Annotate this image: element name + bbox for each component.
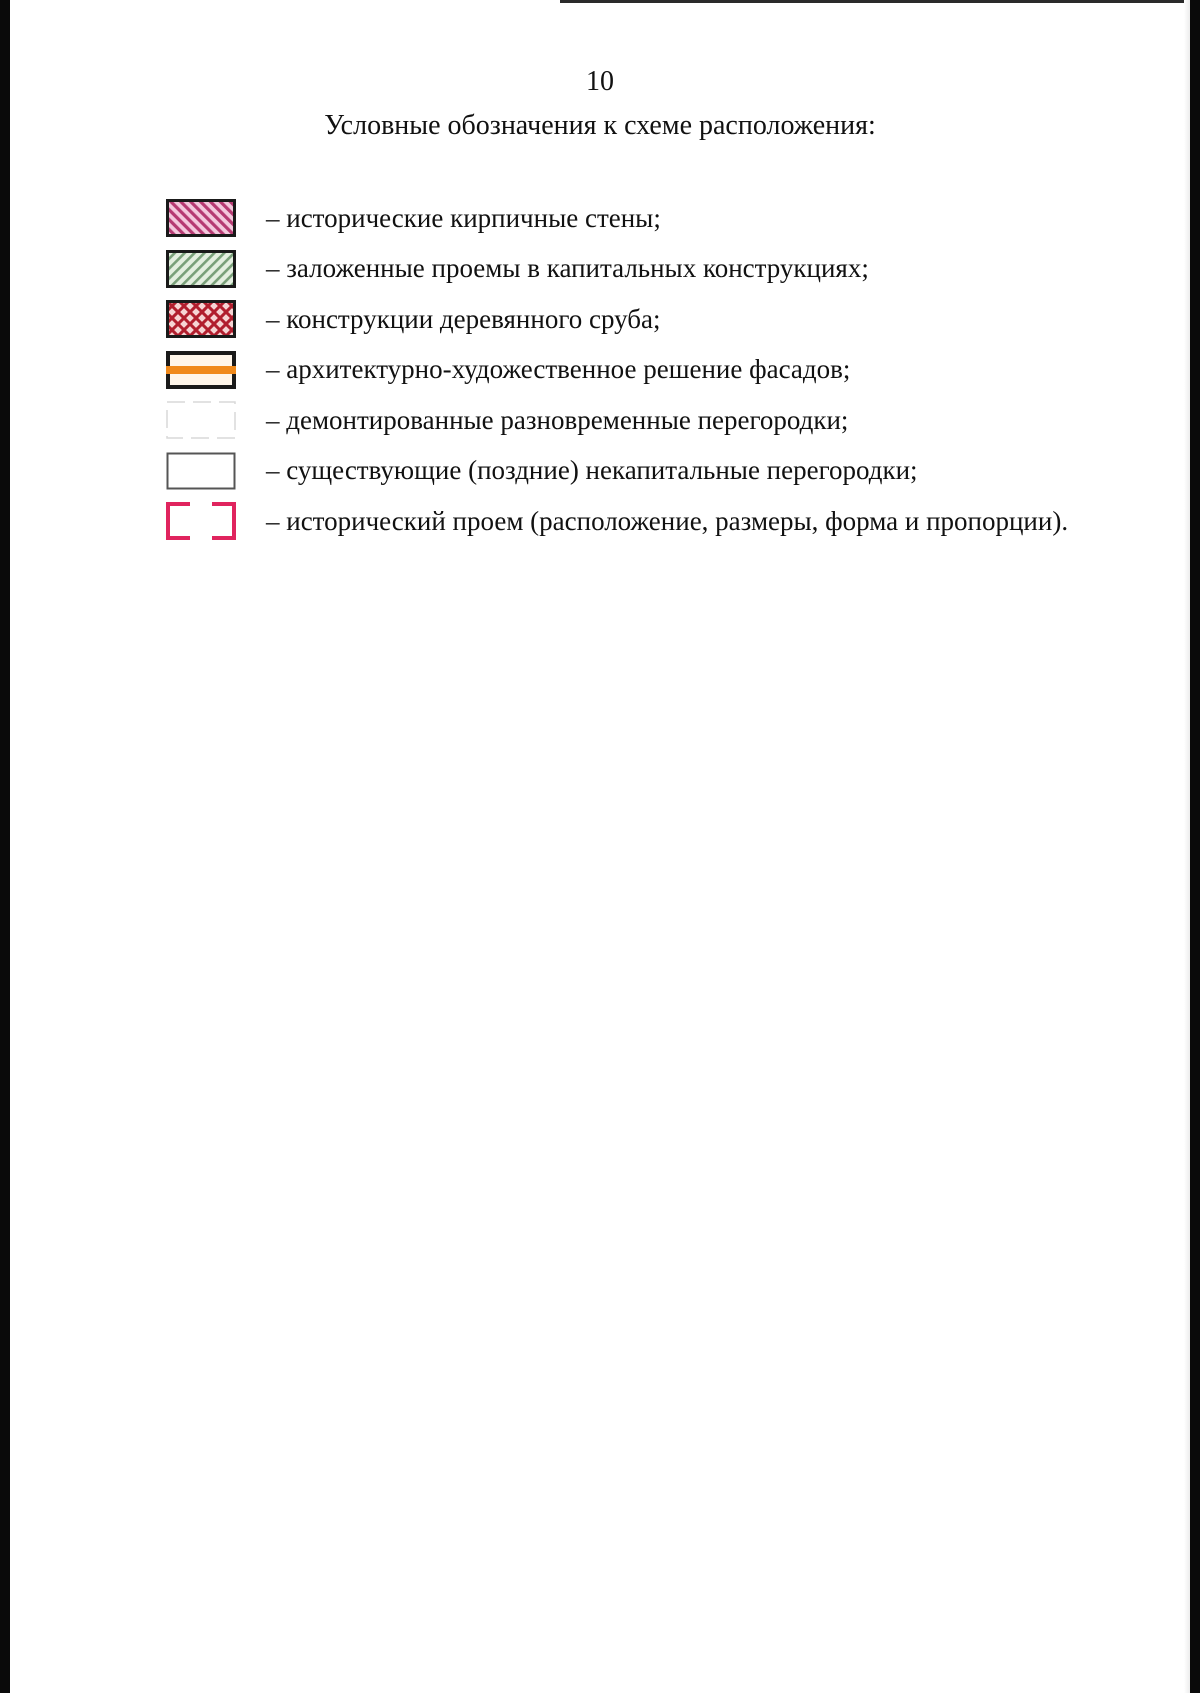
legend-list — [166, 193, 1126, 547]
magenta-bracket-box-icon — [166, 502, 236, 540]
legend-item-filled-openings — [166, 244, 1126, 295]
page-number: 10 — [586, 66, 614, 97]
legend-item-historic-opening — [166, 496, 1126, 547]
faint-dashed-box-icon — [166, 401, 236, 439]
legend-label: – демонтированные разновременные перегородки; — [266, 404, 849, 435]
legend-label: – конструкции деревянного сруба; — [266, 303, 661, 334]
legend-label: – существующие (поздние) некапитальные перегородки; — [266, 455, 918, 486]
scan-left-border — [0, 0, 10, 1693]
scan-top-border — [560, 0, 1200, 3]
legend-label: – заложенные проемы в капитальных конструкциях; — [266, 253, 869, 284]
legend-item-facade-solution — [166, 345, 1126, 396]
legend-label: – архитектурно-художественное решение фасадов; — [266, 354, 851, 385]
scan-right-border — [1190, 0, 1200, 1693]
orange-line-box-icon — [166, 351, 236, 389]
legend-title: Условные обозначения к схеме расположения: — [324, 110, 876, 141]
legend-label: – исторический проем (расположение, размеры, форма и пропорции). — [266, 505, 1069, 536]
green-diagonal-hatch-icon — [166, 250, 236, 288]
red-crosshatch-icon — [166, 300, 236, 338]
legend-item-existing-partitions — [166, 446, 1126, 497]
legend-item-demolished-partitions — [166, 395, 1126, 446]
pink-diagonal-hatch-icon — [166, 199, 236, 237]
legend-item-wooden-frame — [166, 294, 1126, 345]
legend-item-brick-walls — [166, 193, 1126, 244]
legend-label: – исторические кирпичные стены; — [266, 202, 661, 233]
thin-box-icon — [166, 452, 236, 490]
